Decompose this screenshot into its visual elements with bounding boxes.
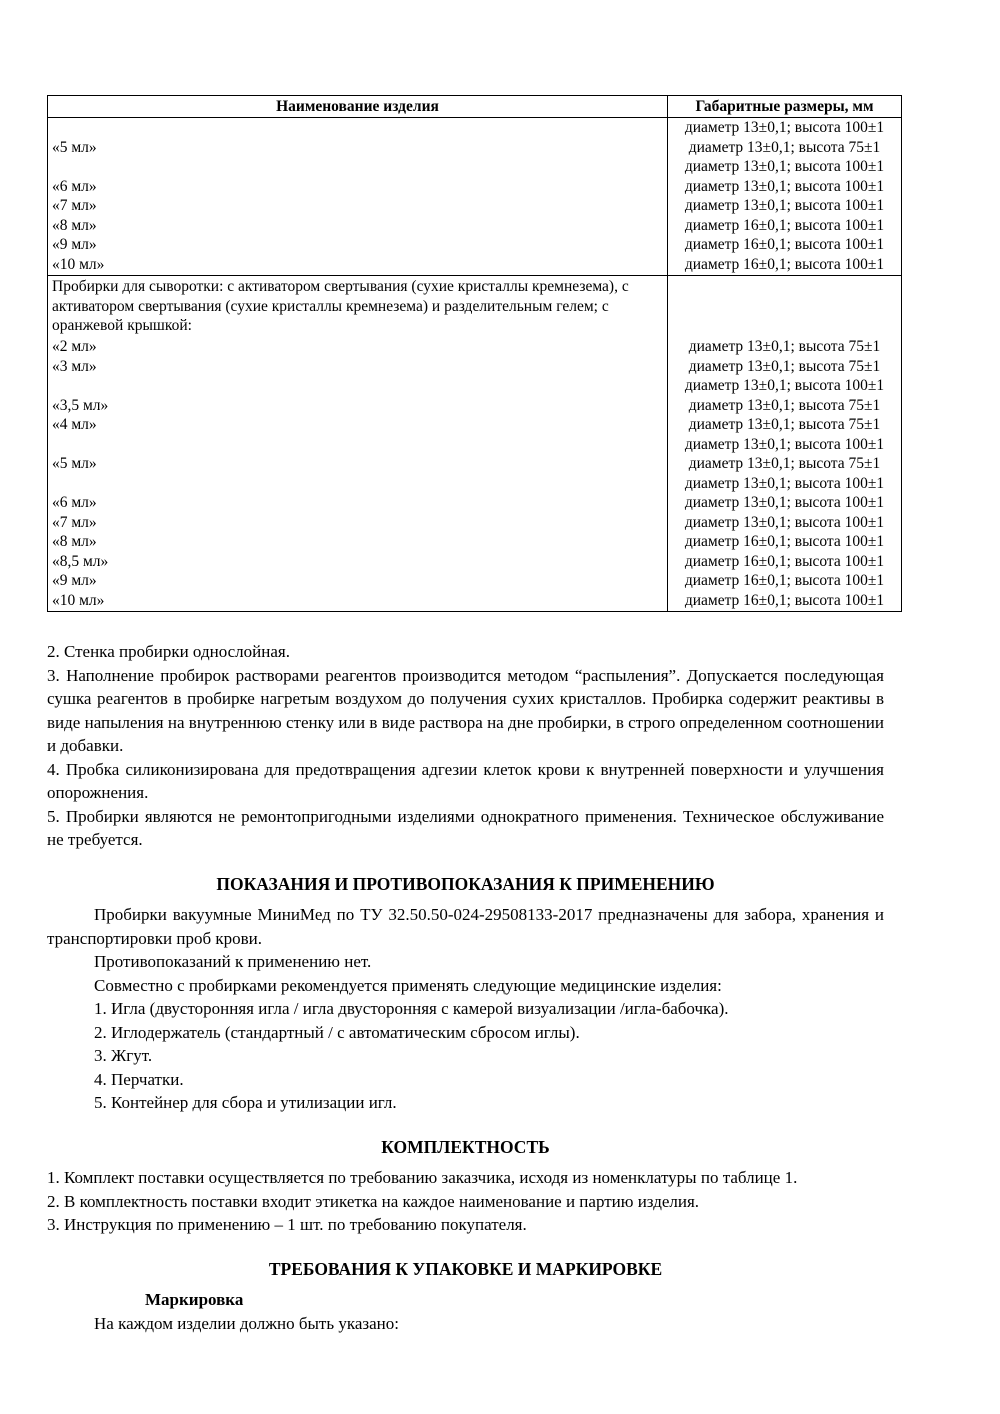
product-label: «7 мл» <box>52 513 97 531</box>
product-label: «5 мл» <box>52 455 97 472</box>
product-label: «9 мл» <box>52 236 97 253</box>
section2-size-spacer <box>668 276 901 337</box>
indications-list-item: 3. Жгут. <box>94 1046 153 1065</box>
product-label <box>48 157 667 177</box>
section2-labels <box>48 337 667 611</box>
indications-list-item: 2. Иглодержатель (стандартный / с автоматическим сбросом иглы). <box>94 1022 580 1042</box>
packaging-title: ТРЕБОВАНИЯ К УПАКОВКЕ И МАРКИРОВКЕ <box>268 1258 663 1279</box>
product-label <box>48 474 667 494</box>
indications-paragraph-1: Пробирки вакуумные МиниМед по ТУ 32.50.50-024-29508133-2017 предназначены для забора, хранения и транспортировки проб крови. <box>47 905 884 948</box>
product-label: «8 мл» <box>52 533 97 550</box>
indications-list <box>47 997 884 1115</box>
product-size: диаметр 13±0,1; высота 100±1 <box>684 197 885 214</box>
completeness-item: 2. В комплектность поставки входит этикетка на каждое наименование и партию изделия. <box>47 1191 700 1211</box>
product-size: диаметр 16±0,1; высота 100±1 <box>684 216 885 234</box>
product-size: диаметр 16±0,1; высота 100±1 <box>684 572 885 589</box>
product-label: «6 мл» <box>52 494 97 511</box>
product-size: диаметр 16±0,1; высота 100±1 <box>684 591 885 609</box>
packaging-subtitle: Маркировка <box>145 1290 244 1309</box>
product-label: «10 мл» <box>52 591 105 609</box>
section2-size-cell <box>668 276 902 612</box>
product-label: «9 мл» <box>52 572 97 589</box>
product-size: диаметр 13±0,1; высота 100±1 <box>684 158 885 175</box>
product-label: «7 мл» <box>52 197 97 214</box>
product-label <box>48 435 667 455</box>
product-size: диаметр 13±0,1; высота 75±1 <box>688 338 881 355</box>
construction-paragraph: 4. Пробка силиконизирована для предотвращения адгезии клеток крови к внутренней поверхности и улучшения опорожнения. <box>47 759 884 802</box>
section1-name-cell <box>48 118 668 276</box>
section2-header-text: Пробирки для сыворотки: с активатором свертывания (сухие кристаллы кремнезема), с активатором свертывания (сухие кристаллы кремнезема) и разделительным гелем; с оранжевой крышкой: <box>52 278 629 335</box>
product-label <box>48 118 667 138</box>
section1-size-cell <box>668 118 902 276</box>
product-label: «4 мл» <box>52 416 97 433</box>
document-body <box>47 640 884 1335</box>
product-size: диаметр 13±0,1; высота 100±1 <box>684 513 885 531</box>
product-label: «3,5 мл» <box>52 396 109 414</box>
table-header-name: Наименование изделия <box>48 96 668 118</box>
product-label <box>48 376 667 396</box>
section1-labels <box>48 118 667 275</box>
product-spec-table <box>47 95 902 612</box>
product-label: «5 мл» <box>52 138 97 156</box>
table-header-size: Габаритные размеры, мм <box>668 96 902 118</box>
completeness-items <box>47 1166 884 1237</box>
section2-name-cell <box>48 276 668 612</box>
completeness-item: 1. Комплект поставки осуществляется по требованию заказчика, исходя из номенклатуры по таблице 1. <box>47 1168 798 1187</box>
product-size: диаметр 13±0,1; высота 75±1 <box>688 357 881 375</box>
indications-list-item: 1. Игла (двусторонняя игла / игла двусторонняя с камерой визуализации /игла-бабочка). <box>94 999 729 1018</box>
indications-paragraph-2: Противопоказаний к применению нет. <box>94 952 372 971</box>
section2-sizes <box>668 337 901 611</box>
section1-sizes <box>668 118 901 275</box>
table-header-row <box>48 96 902 118</box>
indications-list-item: 4. Перчатки. <box>94 1069 184 1089</box>
indications-title: ПОКАЗАНИЯ И ПРОТИВОПОКАЗАНИЯ К ПРИМЕНЕНИЮ <box>216 873 715 894</box>
product-size: диаметр 16±0,1; высота 100±1 <box>684 533 885 550</box>
product-size: диаметр 13±0,1; высота 75±1 <box>688 416 881 433</box>
product-label: «8 мл» <box>52 216 97 234</box>
product-size: диаметр 13±0,1; высота 75±1 <box>688 138 881 156</box>
product-size: диаметр 16±0,1; высота 100±1 <box>684 236 885 253</box>
product-label: «8,5 мл» <box>52 552 109 570</box>
product-size: диаметр 13±0,1; высота 100±1 <box>684 435 885 453</box>
packaging-paragraph-1: На каждом изделии должно быть указано: <box>94 1313 399 1333</box>
completeness-item: 3. Инструкция по применению – 1 шт. по требованию покупателя. <box>47 1215 527 1234</box>
product-size: диаметр 13±0,1; высота 100±1 <box>684 474 885 492</box>
product-size: диаметр 16±0,1; высота 100±1 <box>684 255 885 273</box>
table-section-2 <box>48 276 902 612</box>
construction-paragraphs <box>47 640 884 852</box>
construction-paragraph: 5. Пробирки являются не ремонтопригодными изделиями однократного применения. Техническое обслуживание не требуется. <box>47 806 884 849</box>
product-size: диаметр 13±0,1; высота 100±1 <box>684 119 885 136</box>
product-label: «6 мл» <box>52 177 97 195</box>
indications-paragraph-3: Совместно с пробирками рекомендуется применять следующие медицинские изделия: <box>94 975 722 995</box>
product-size: диаметр 13±0,1; высота 75±1 <box>688 455 881 472</box>
product-size: диаметр 16±0,1; высота 100±1 <box>684 552 885 570</box>
product-size: диаметр 13±0,1; высота 100±1 <box>684 177 885 195</box>
construction-paragraph: 2. Стенка пробирки однослойная. <box>47 642 290 661</box>
completeness-title: КОМПЛЕКТНОСТЬ <box>381 1136 550 1157</box>
indications-list-item: 5. Контейнер для сбора и утилизации игл. <box>94 1093 397 1112</box>
construction-paragraph: 3. Наполнение пробирок растворами реагентов производится методом “распыления”. Допускается последующая сушка реагентов в пробирке нагретым воздухом до получения сухих кристаллов. Пробирка содержит реактивы в виде напыления на внутреннюю стенку или в виде раствора на дне пробирки, в строго определенном соотношении и добавки. <box>47 665 884 755</box>
table-section-1 <box>48 118 902 276</box>
product-label: «3 мл» <box>52 357 97 375</box>
product-label: «2 мл» <box>52 338 97 355</box>
product-size: диаметр 13±0,1; высота 100±1 <box>684 377 885 394</box>
product-size: диаметр 13±0,1; высота 100±1 <box>684 494 885 511</box>
product-label: «10 мл» <box>52 255 105 273</box>
product-size: диаметр 13±0,1; высота 75±1 <box>688 396 881 414</box>
